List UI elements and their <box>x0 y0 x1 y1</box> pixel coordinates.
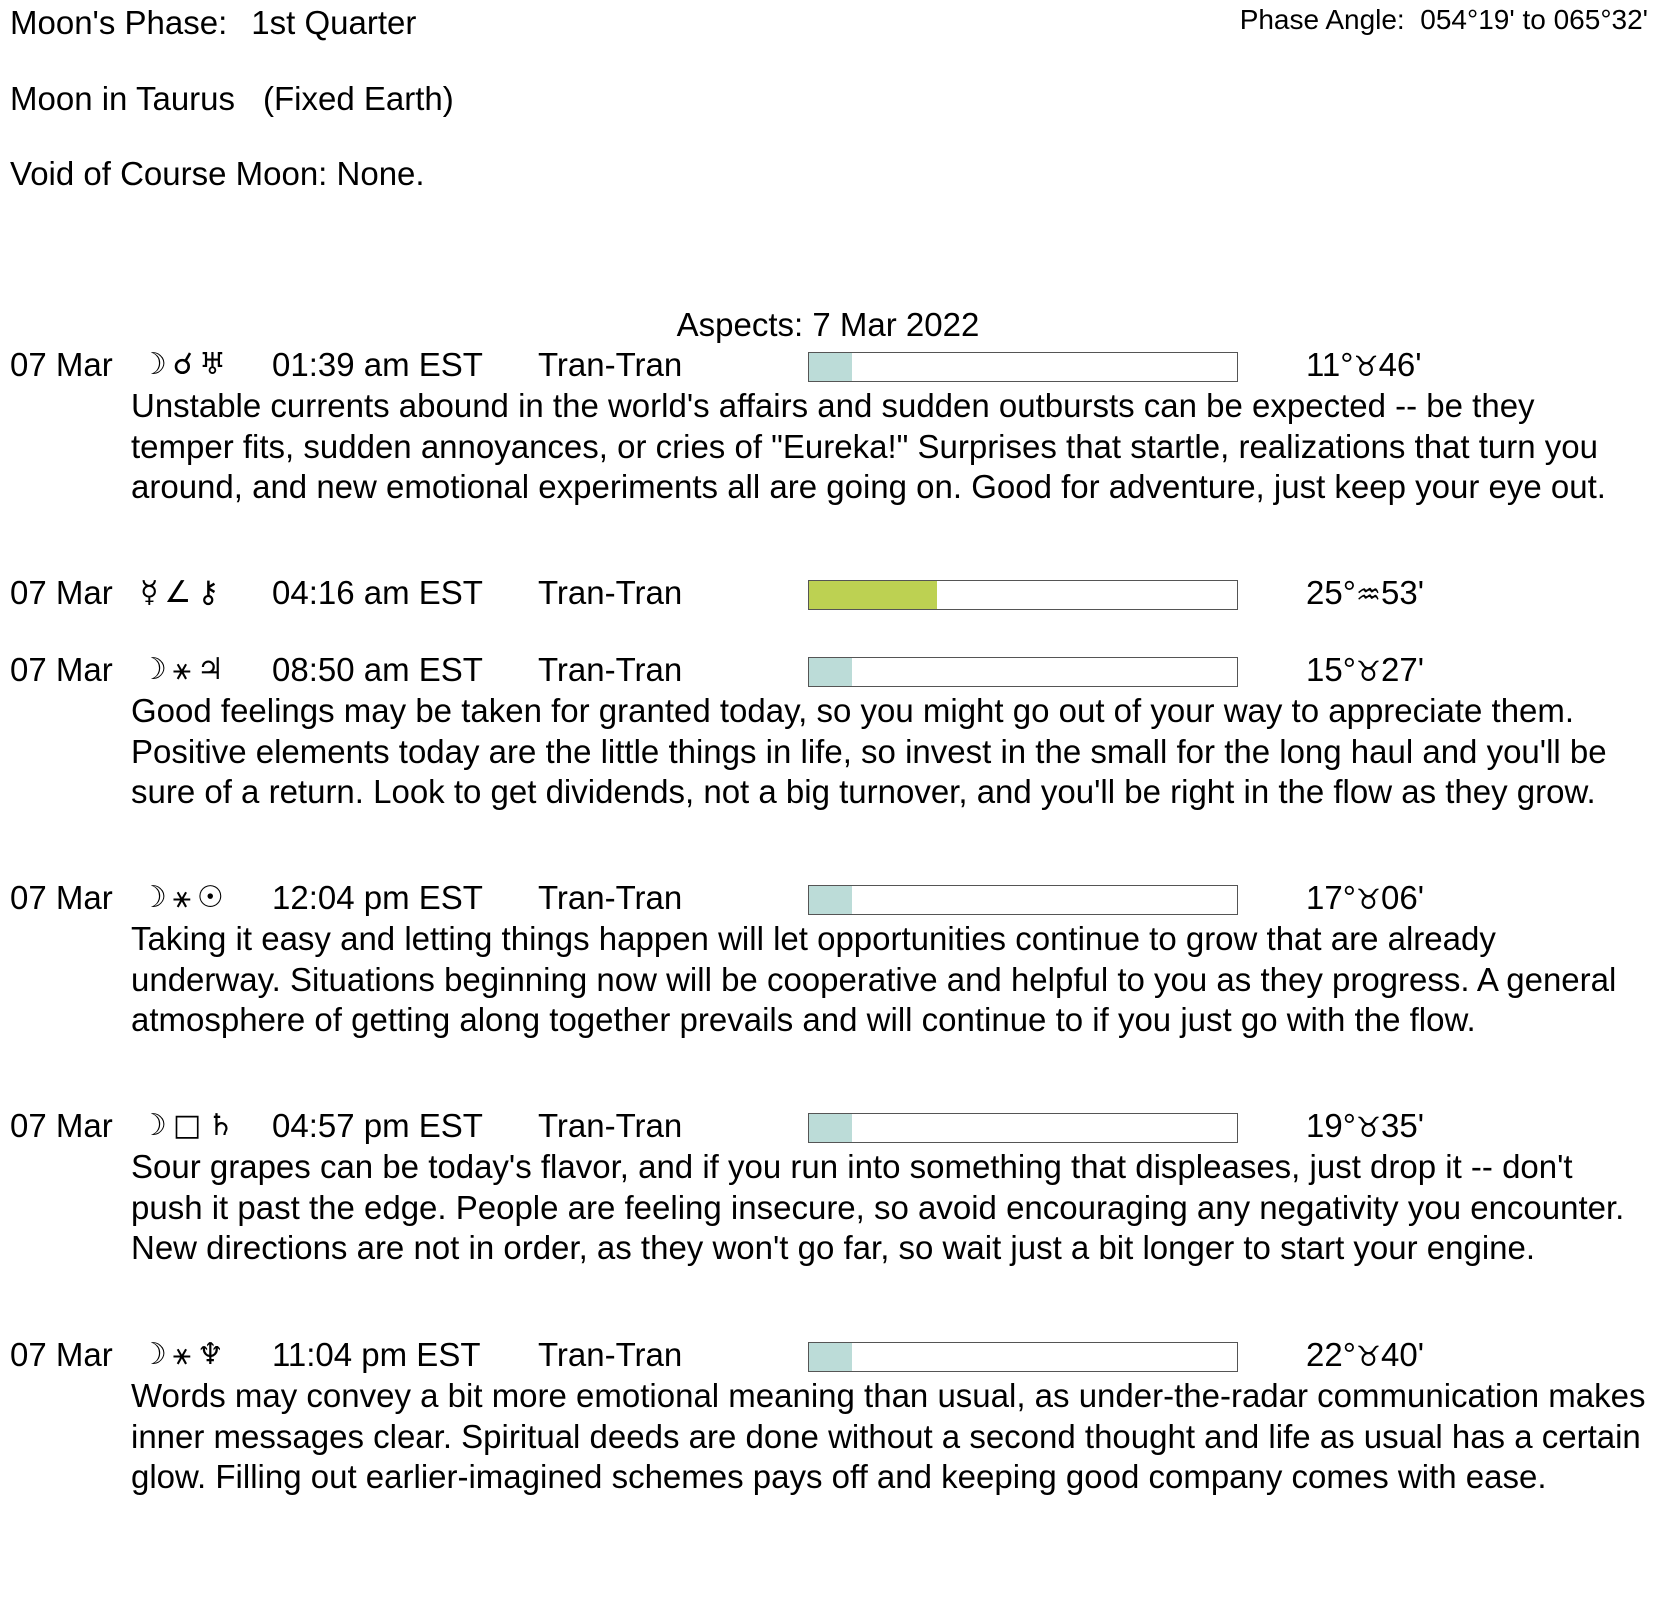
strength-bar <box>808 885 1238 915</box>
strength-bar <box>808 657 1238 687</box>
moon-sign: Moon in Taurus <box>10 80 236 117</box>
aspect-date: 07 Mar <box>10 651 113 688</box>
aspect-header-line <box>0 650 1656 690</box>
aspect-type: Tran-Tran <box>538 879 683 916</box>
aspect-type: Tran-Tran <box>538 574 683 611</box>
phase-angle-value: 054°19' to 065°32' <box>1420 4 1648 35</box>
aspect-glyphs: ☽⚹♃ <box>140 652 230 687</box>
aspect-glyphs: ☽☌♅ <box>140 347 232 382</box>
aspect-time: 04:16 am EST <box>272 574 483 611</box>
aspect-date: 07 Mar <box>10 1336 113 1373</box>
strength-bar-fill <box>809 1343 852 1371</box>
phase-angle <box>1240 2 1648 38</box>
aspect-description: Unstable currents abound in the world's affairs and sudden outbursts can be expected -- be they temper fits, sudden annoyances, or cries of "Eureka!" Surprises that startle, realizations that turn you around, and new emotional experiments all are going on. Good for adventure, just keep your eye out. <box>131 387 1606 505</box>
aspect-type: Tran-Tran <box>538 651 683 688</box>
aspect-date: 07 Mar <box>10 879 113 916</box>
aspect-glyphs: ☽⚹☉ <box>140 880 230 915</box>
moon-phase-line <box>10 3 416 43</box>
aspect-description: Words may convey a bit more emotional meaning than usual, as under-the-radar communication makes inner messages clear. Spiritual deeds are done without a second thought and life as usual has a certain glow. Filling out earlier-imagined schemes pays off and keeping good company comes with ease. <box>131 1377 1646 1495</box>
aspect-glyphs: ☽⚹♆ <box>140 1337 230 1372</box>
strength-bar <box>808 1113 1238 1143</box>
strength-bar-fill <box>809 353 852 381</box>
aspect-position <box>1306 878 1424 920</box>
aspect-type: Tran-Tran <box>538 1336 683 1373</box>
phase-angle-label: Phase Angle: <box>1239 4 1405 35</box>
aspect-date: 07 Mar <box>10 574 113 611</box>
strength-bar-fill <box>809 581 937 609</box>
position-degree: 15° <box>1306 651 1356 688</box>
strength-bar <box>808 352 1238 382</box>
strength-bar-fill <box>809 658 852 686</box>
aspect-date: 07 Mar <box>10 346 113 383</box>
zodiac-sign-icon: ♉ <box>1355 655 1382 688</box>
position-minutes: 27' <box>1381 651 1425 688</box>
position-minutes: 35' <box>1381 1107 1425 1144</box>
aspect-entry <box>0 1335 1656 1498</box>
aspect-time: 08:50 am EST <box>272 651 483 688</box>
strength-bar-fill <box>809 886 852 914</box>
position-minutes: 46' <box>1378 346 1422 383</box>
position-minutes: 53' <box>1381 574 1425 611</box>
position-degree: 25° <box>1306 574 1356 611</box>
aspect-entry <box>0 573 1656 613</box>
position-minutes: 06' <box>1381 879 1425 916</box>
aspect-type: Tran-Tran <box>538 346 683 383</box>
aspect-position <box>1306 345 1422 387</box>
aspect-header-line <box>0 345 1656 385</box>
aspect-position <box>1306 650 1424 692</box>
aspect-entry <box>0 345 1656 508</box>
aspect-header-line <box>0 1335 1656 1375</box>
aspect-glyphs: ☽□♄ <box>140 1108 241 1143</box>
aspect-description: Good feelings may be taken for granted today, so you might go out of your way to appreciate them. Positive elements today are the little things in life, so invest in the small for the long haul and you'll be sure of a return. Look to get dividends, not a big turnover, and you'll be right in the flow as they grow. <box>131 692 1607 810</box>
position-degree: 11° <box>1306 346 1354 383</box>
strength-bar-fill <box>809 1114 852 1142</box>
zodiac-sign-icon: ♉ <box>1355 1340 1382 1373</box>
aspect-position <box>1306 1106 1424 1148</box>
aspect-date: 07 Mar <box>10 1107 113 1144</box>
aspect-header-line <box>0 573 1656 613</box>
void-of-course: Void of Course Moon: None. <box>10 155 425 192</box>
zodiac-sign-icon: ♉ <box>1353 350 1379 383</box>
moon-phase-value: 1st Quarter <box>251 4 417 41</box>
strength-bar <box>808 1342 1238 1372</box>
aspects-title: Aspects: 7 Mar 2022 <box>676 306 980 343</box>
position-minutes: 40' <box>1381 1336 1425 1373</box>
aspect-position <box>1306 1335 1424 1377</box>
position-degree: 22° <box>1306 1336 1356 1373</box>
aspect-time: 12:04 pm EST <box>272 879 483 916</box>
aspect-header-line <box>0 878 1656 918</box>
aspect-type: Tran-Tran <box>538 1107 683 1144</box>
aspect-entry <box>0 1106 1656 1269</box>
zodiac-sign-icon: ♉ <box>1355 1111 1382 1144</box>
aspect-description: Sour grapes can be today's flavor, and if you run into something that displeases, just drop it -- don't push it past the edge. People are feeling insecure, so avoid encouraging any negativity you encounter. New directions are not in order, as they won't go far, so wait just a bit longer to start your engine. <box>131 1148 1625 1266</box>
aspect-glyphs: ☿∠⚷ <box>140 575 226 610</box>
position-degree: 19° <box>1306 1107 1356 1144</box>
aspect-header-line <box>0 1106 1656 1146</box>
aspect-description: Taking it easy and letting things happen will let opportunities continue to grow that are already underway. Situations beginning now will be cooperative and helpful to you as they progress. A general atmosphere of getting along together prevails and will continue to if you just go with the flow. <box>131 920 1617 1038</box>
aspect-time: 11:04 pm EST <box>272 1336 481 1373</box>
zodiac-sign-icon: ♒ <box>1355 578 1382 611</box>
aspect-time: 04:57 pm EST <box>272 1107 483 1144</box>
zodiac-sign-icon: ♉ <box>1355 883 1382 916</box>
moon-sign-quality: (Fixed Earth) <box>263 80 454 117</box>
aspect-position <box>1306 573 1424 615</box>
moon-phase-label: Moon's Phase: <box>10 4 228 41</box>
aspect-entry <box>0 878 1656 1041</box>
strength-bar <box>808 580 1238 610</box>
moon-sign-line <box>10 79 454 119</box>
position-degree: 17° <box>1306 879 1356 916</box>
aspect-entry <box>0 650 1656 813</box>
aspect-time: 01:39 am EST <box>272 346 483 383</box>
